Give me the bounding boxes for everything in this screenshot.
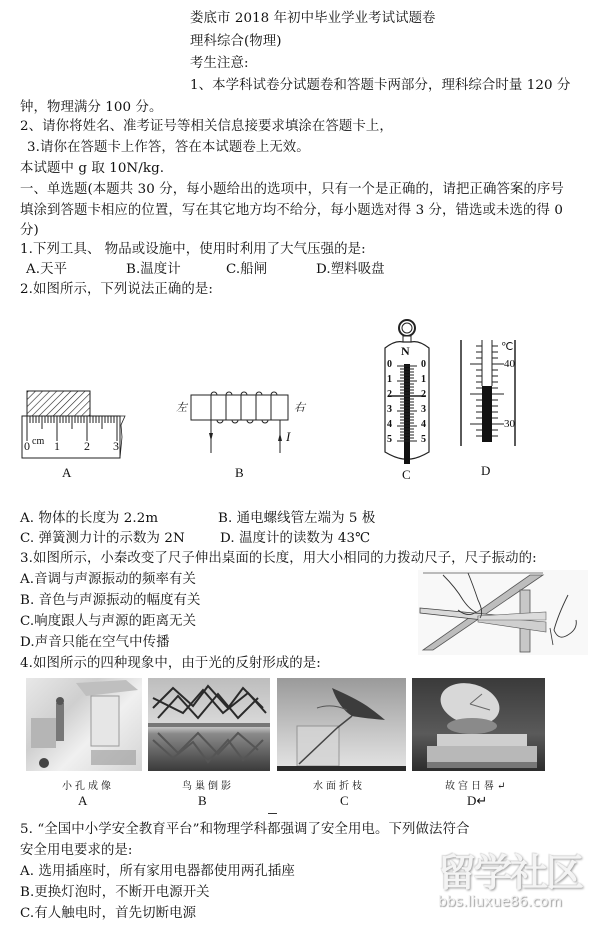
solenoid-left-label: 左 xyxy=(176,402,187,414)
scale-tick-right-2: 2 xyxy=(421,389,426,400)
q2-option-d: D. 温度计的读数为 43℃ xyxy=(220,531,371,546)
scale-tick-right-4: 4 xyxy=(421,419,426,430)
exam-title: 娄底市 2018 年初中毕业学业考试试题卷 xyxy=(190,11,436,26)
q5-option-c: C.有人触电时，首先切断电源 xyxy=(20,906,197,921)
q1-option-b: B.温度计 xyxy=(126,262,181,277)
ruler-tick-1: 1 xyxy=(54,439,60,453)
figure-c-spring-scale xyxy=(383,318,438,468)
figure-a-ruler xyxy=(20,385,135,480)
figure-c-label: C xyxy=(402,467,411,482)
scale-tick-left-1: 1 xyxy=(387,374,392,385)
notice-label: 考生注意: xyxy=(190,56,249,71)
photo-pinhole-imaging xyxy=(26,678,142,771)
photo-d-label: D↵ xyxy=(467,793,488,808)
solenoid-right-label: 右 xyxy=(294,402,305,414)
scale-tick-left-4: 4 xyxy=(387,419,392,430)
q2-option-a: A. 物体的长度为 2.2m xyxy=(20,511,159,526)
q1-option-c: C.船闸 xyxy=(226,262,268,277)
photo-b-label: B xyxy=(198,793,207,808)
q3-stem: 3.如图所示，小秦改变了尺子伸出桌面的长度，用大小相同的力拨动尺子，尺子振动的: xyxy=(20,551,537,566)
ruler-unit: cm xyxy=(32,436,45,447)
notice-1a: 1、本学科试卷分试题卷和答题卡两部分，理科综合时量 120 分 xyxy=(190,78,571,93)
gravity-note: 本试题中 g 取 10N/kg. xyxy=(20,161,165,176)
watermark-logo-text: 留学社区 xyxy=(438,851,583,895)
photo-a-label: A xyxy=(78,793,88,808)
q5-option-b: B.更换灯泡时，不断开电源开关 xyxy=(20,885,210,900)
section-intro-line2: 填涂到答题卡相应的位置，写在其它地方均不给分，每小题选对得 3 分，错选或未选的得 0 xyxy=(20,203,563,218)
q4-stem: 4.如图所示的四种现象中，由于光的反射形成的是: xyxy=(20,656,321,671)
q3-option-d: D.声音只能在空气中传播 xyxy=(20,635,170,650)
notice-3: 3.请你在答题卡上作答，答在本试题卷上无效。 xyxy=(27,140,310,155)
scale-tick-left-3: 3 xyxy=(387,404,392,415)
thermometer-unit: ℃ xyxy=(501,341,514,353)
scale-tick-right-5: 5 xyxy=(421,434,426,445)
q3-option-a: A.音调与声源振动的频率有关 xyxy=(20,572,197,587)
photo-sundial xyxy=(412,678,545,771)
figure-d-thermometer xyxy=(458,338,528,448)
watermark-url: bbs.liuxue86.com xyxy=(438,894,563,910)
figure-b-label: B xyxy=(235,465,244,480)
notice-1b: 钟，物理满分 100 分。 xyxy=(20,100,163,115)
photo-refraction-branch xyxy=(277,678,406,771)
figure-b-solenoid xyxy=(172,385,312,455)
q3-option-b: B. 音色与声源振动的幅度有关 xyxy=(20,593,201,608)
ruler-tick-2: 2 xyxy=(84,439,90,453)
q3-option-c: C.响度跟人与声源的距离无关 xyxy=(20,614,197,629)
scale-tick-left-5: 5 xyxy=(387,434,392,445)
photo-birds-nest-reflection xyxy=(148,678,270,771)
scale-tick-left-0: 0 xyxy=(387,359,392,370)
photo-d-caption: 故宫日晷↵ xyxy=(445,781,509,792)
section-intro-line1: 一、单选题(本题共 30 分，每小题给出的选项中，只有一个是正确的，请把正确答案的序号 xyxy=(20,182,564,197)
scale-tick-right-0: 0 xyxy=(421,359,426,370)
figure-d-label: D xyxy=(481,463,491,478)
scale-tick-left-2: 2 xyxy=(387,389,392,400)
photo-b-caption: 鸟巢倒影 xyxy=(182,781,234,792)
q5-stem-line1: 5. “全国中小学安全教育平台”和物理学科都强调了安全用电。下列做法符合 xyxy=(20,822,470,837)
ruler-tick-0: 0 xyxy=(24,439,30,453)
q5-stem-line2: 安全用电要求的是: xyxy=(20,843,133,858)
current-label: I xyxy=(286,429,291,444)
q1-option-d: D.塑料吸盘 xyxy=(316,262,385,277)
q5-option-a: A. 选用插座时，所有家用电器都使用两孔插座 xyxy=(20,864,295,879)
photo-a-caption: 小孔成像 xyxy=(62,781,114,792)
q3-figure-ruler-table xyxy=(418,570,588,655)
figure-a-label: A xyxy=(62,465,72,480)
q2-stem: 2.如图所示，下列说法正确的是: xyxy=(20,282,213,297)
notice-2: 2、请你将姓名、准考证号等相关信息接要求填涂在答题卡上， xyxy=(20,119,393,134)
photo-c-caption: 水面折枝 xyxy=(313,781,365,792)
current-arrow-up-icon xyxy=(278,433,282,441)
exam-subtitle: 理科综合(物理) xyxy=(190,34,282,49)
q2-option-c: C. 弹簧测力计的示数为 2N xyxy=(20,531,185,546)
solenoid-diagram xyxy=(172,385,312,455)
spring-scale-unit: N xyxy=(401,344,410,358)
thermometer-tick-30: 30 xyxy=(504,418,515,430)
section-intro-line3: 分) xyxy=(20,223,39,238)
q2-option-b: B. 通电螺线管左端为 5 极 xyxy=(218,511,376,526)
thermometer-tick-40: 40 xyxy=(504,358,515,370)
q1-stem: 1.下列工具、 物品或设施中，使用时利用了大气压强的是: xyxy=(20,242,366,257)
photo-c-label: C xyxy=(340,793,349,808)
thermometer-diagram xyxy=(458,338,528,448)
ruler-diagram xyxy=(20,385,135,480)
q1-option-a: A.天平 xyxy=(26,262,68,277)
scale-tick-right-3: 3 xyxy=(421,404,426,415)
watermark xyxy=(438,852,596,922)
ruler-vibration-illustration xyxy=(418,570,588,655)
ruler-tick-3: 3 xyxy=(113,439,119,453)
current-arrow-down-icon xyxy=(209,433,213,441)
page-separator-dash xyxy=(268,813,277,814)
scale-tick-right-1: 1 xyxy=(421,374,426,385)
